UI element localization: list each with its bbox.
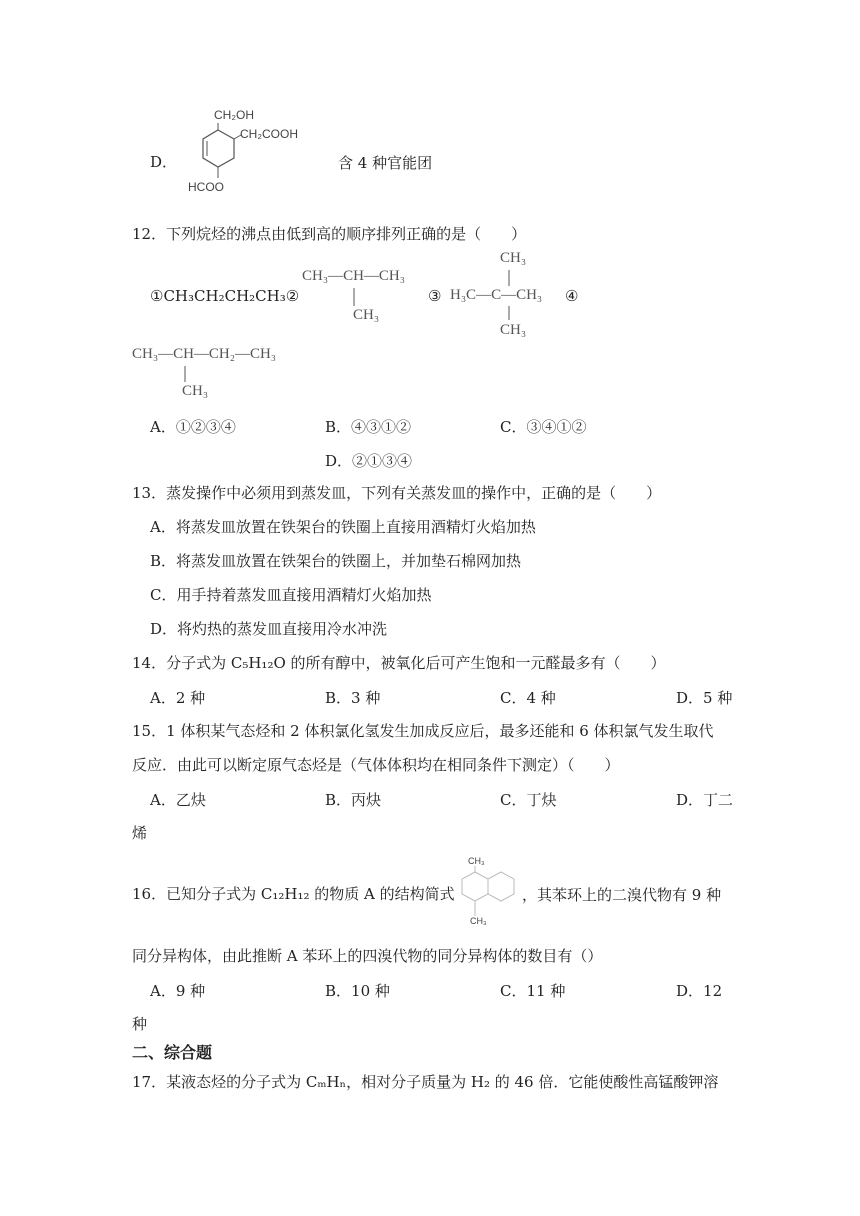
q15-option-a: A．乙炔 (150, 791, 206, 809)
q12-item2-branch: CH₃ (353, 307, 380, 323)
q13-option-c: C．用手持着蒸发皿直接用酒精灯火焰加热 (150, 586, 432, 604)
q11-struct-side: CH₂COOH (240, 127, 298, 141)
q12-item3-bottom: CH₃ (500, 322, 527, 338)
section-title: 二、综合题 (132, 1043, 213, 1062)
q16-struct-top: CH₃ (468, 856, 485, 866)
q15-option-d: D．丁二 (676, 791, 734, 809)
q12-item1: ①CH₃CH₂CH₂CH₃② (150, 287, 300, 305)
q16-stem-line2: 同分异构体，由此推断 A 苯环上的四溴代物的同分异构体的数目有（） (132, 947, 603, 965)
q14-option-b: B．3 种 (325, 689, 381, 707)
q16-option-d: D．12 (676, 982, 723, 1000)
q12-option-a: A．①②③④ (150, 418, 236, 436)
q13-stem: 13．蒸发操作中必须用到蒸发皿，下列有关蒸发皿的操作中，正确的是（ ） (132, 484, 662, 502)
q16-struct-bottom: CH₃ (470, 916, 487, 926)
q14-option-d: D．5 种 (676, 689, 733, 707)
q11-struct-top: CH₂OH (214, 108, 254, 122)
q11-benzene-ring (195, 118, 255, 188)
q11-option-d-label: D． (150, 153, 178, 171)
q12-option-c: C．③④①② (500, 418, 587, 436)
q12-option-b: B．④③①② (325, 418, 412, 436)
q12-stem: 12．下列烷烃的沸点由低到高的顺序排列正确的是（ ） (132, 225, 527, 243)
q16-naphthalene-ring (458, 866, 518, 924)
q12-item3-label: ③ (428, 287, 442, 305)
q11-struct-bottom: HCOO (188, 180, 224, 194)
q12-item3-main: H₃C—C—CH₃ (450, 287, 543, 303)
q11-option-d-note: 含 4 种官能团 (338, 154, 433, 172)
q12-item3-top: CH₃ (500, 250, 527, 266)
q16-option-d-wrap: 种 (132, 1015, 148, 1033)
q12-item4-label: ④ (565, 287, 579, 305)
q12-item4-main: CH₃—CH—CH₂—CH₃ (132, 346, 277, 362)
q13-option-d: D．将灼热的蒸发皿直接用冷水冲洗 (150, 620, 388, 638)
q14-option-a: A．2 种 (150, 689, 206, 707)
q13-option-a: A．将蒸发皿放置在铁架台的铁圈上直接用酒精灯火焰加热 (150, 518, 536, 536)
q15-option-d-wrap: 烯 (132, 824, 148, 842)
q14-option-c: C．4 种 (500, 689, 556, 707)
q16-option-b: B．10 种 (325, 982, 390, 1000)
q12-item4-branch: CH₃ (182, 383, 209, 399)
q15-stem-line2: 反应．由此可以断定原气态烃是（气体体积均在相同条件下测定）（ ） (132, 756, 620, 774)
q16-option-c: C．11 种 (500, 982, 566, 1000)
q15-option-c: C．丁炔 (500, 791, 557, 809)
q15-stem-line1: 15．1 体积某气态烃和 2 体积氯化氢发生加成反应后，最多还能和 6 体积氯气发生取代 (132, 722, 714, 740)
q15-option-b: B．丙炔 (325, 791, 382, 809)
q17-stem: 17．某液态烃的分子式为 CₘHₙ，相对分子质量为 H₂ 的 46 倍．它能使酸性高锰酸钾溶 (132, 1073, 719, 1091)
q13-option-b: B．将蒸发皿放置在铁架台的铁圈上，并加垫石棉网加热 (150, 552, 522, 570)
q16-stem-part2: ，其苯环上的二溴代物有 9 种 (522, 886, 722, 904)
q12-option-d: D．②①③④ (325, 452, 413, 470)
q16-stem-part1: 16．已知分子式为 C₁₂H₁₂ 的物质 A 的结构简式 (132, 885, 455, 903)
q14-stem: 14．分子式为 C₅H₁₂O 的所有醇中，被氧化后可产生饱和一元醛最多有（ ） (132, 654, 666, 672)
q12-item2-bond (353, 288, 357, 308)
q12-item2-main: CH₃—CH—CH₃ (302, 268, 405, 284)
q16-option-a: A．9 种 (150, 982, 206, 1000)
